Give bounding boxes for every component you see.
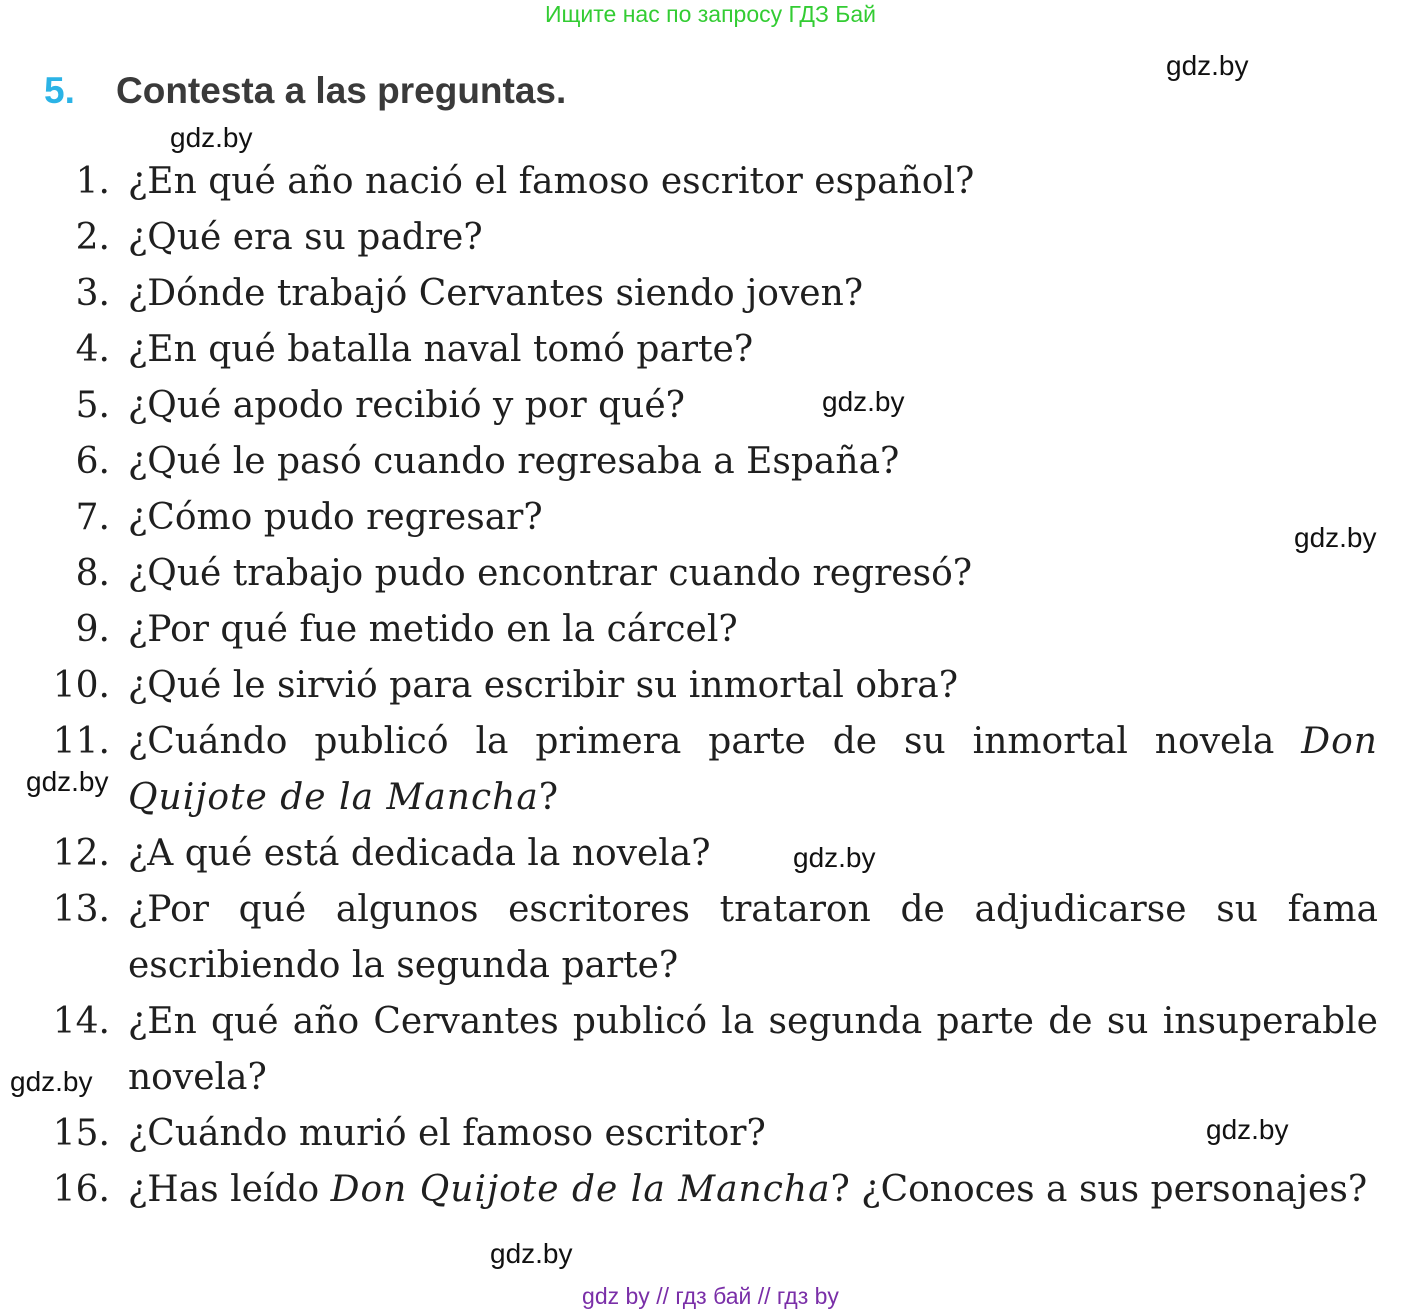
question-number: 13.	[52, 889, 110, 930]
question-item	[0, 378, 1421, 434]
question-text: ¿Qué le sirvió para escribir su inmortal obra?	[128, 665, 959, 706]
footer-links: gdz by // гдз бай // гдз by	[582, 1283, 839, 1309]
question-text	[128, 1162, 1378, 1218]
question-text: ¿Qué trabajo pudo encontrar cuando regresó?	[128, 553, 973, 594]
question-item	[0, 434, 1421, 490]
question-number: 14.	[52, 1001, 110, 1042]
question-text: ¿Por qué fue metido en la cárcel?	[128, 609, 738, 650]
watermark: gdz.by	[26, 766, 109, 797]
question-item	[0, 490, 1421, 546]
question-item	[0, 602, 1421, 658]
question-text: ¿Cuándo murió el famoso escritor?	[128, 1113, 766, 1154]
question-item	[0, 154, 1421, 210]
questions-list	[0, 154, 1421, 1218]
watermark: gdz.by	[793, 842, 876, 873]
question-number: 8.	[75, 553, 110, 594]
question-item	[0, 546, 1421, 602]
question-item	[0, 266, 1421, 322]
question-number: 3.	[75, 273, 110, 314]
book-title: Don Quijote de la Mancha	[128, 721, 1378, 818]
question-item	[0, 994, 1421, 1106]
watermark: gdz.by	[1166, 50, 1249, 81]
question-number: 5.	[75, 385, 110, 426]
question-number: 9.	[75, 609, 110, 650]
question-text: ¿En qué año Cervantes publicó la segunda parte de su insuperable novela?	[128, 1001, 1378, 1098]
question-text-part: ? ¿Conoces a sus personajes?	[830, 1169, 1368, 1210]
question-text: ¿A qué está dedicada la novela?	[128, 833, 711, 874]
exercise-heading	[44, 66, 566, 116]
watermark: gdz.by	[1294, 522, 1377, 553]
question-text: ¿Qué era su padre?	[128, 217, 483, 258]
question-text: ¿Qué apodo recibió y por qué?	[128, 385, 685, 426]
question-text-part: ¿Cuándo publicó la primera parte de su inmortal novela	[128, 721, 1302, 762]
question-number: 4.	[75, 329, 110, 370]
question-number: 11.	[52, 721, 110, 762]
question-item	[0, 322, 1421, 378]
watermark: gdz.by	[490, 1238, 573, 1269]
question-number: 6.	[75, 441, 110, 482]
question-text	[128, 714, 1378, 826]
question-number: 15.	[52, 1113, 110, 1154]
question-item	[0, 1162, 1421, 1218]
watermark: gdz.by	[170, 122, 253, 153]
question-number: 7.	[75, 497, 110, 538]
question-text-part: ?	[538, 777, 559, 818]
question-number: 1.	[75, 161, 110, 202]
question-item	[0, 210, 1421, 266]
question-number: 10.	[52, 665, 110, 706]
watermark: gdz.by	[10, 1066, 93, 1097]
book-title: Don Quijote de la Mancha	[330, 1169, 831, 1210]
question-number: 16.	[52, 1169, 110, 1210]
watermark: gdz.by	[822, 386, 905, 417]
question-text-part: ¿Has leído	[128, 1169, 331, 1210]
question-text: ¿Cómo pudo regresar?	[128, 497, 543, 538]
watermark: gdz.by	[1206, 1114, 1289, 1145]
question-text: ¿En qué batalla naval tomó parte?	[128, 329, 754, 370]
question-item	[0, 826, 1421, 882]
question-text: ¿Por qué algunos escritores trataron de adjudicarse su fama escribiendo la segunda parte?	[128, 889, 1378, 986]
exercise-number: 5.	[44, 70, 75, 111]
question-text: ¿Qué le pasó cuando regresaba a España?	[128, 441, 900, 482]
question-number: 2.	[75, 217, 110, 258]
question-text: ¿Dónde trabajó Cervantes siendo joven?	[128, 273, 864, 314]
exercise-title: Contesta a las preguntas.	[116, 70, 567, 111]
question-item	[0, 882, 1421, 994]
top-banner: Ищите нас по запросу ГДЗ Бай	[544, 1, 877, 27]
question-item	[0, 658, 1421, 714]
question-text: ¿En qué año nació el famoso escritor español?	[128, 161, 975, 202]
question-item	[0, 714, 1421, 826]
question-number: 12.	[52, 833, 110, 874]
